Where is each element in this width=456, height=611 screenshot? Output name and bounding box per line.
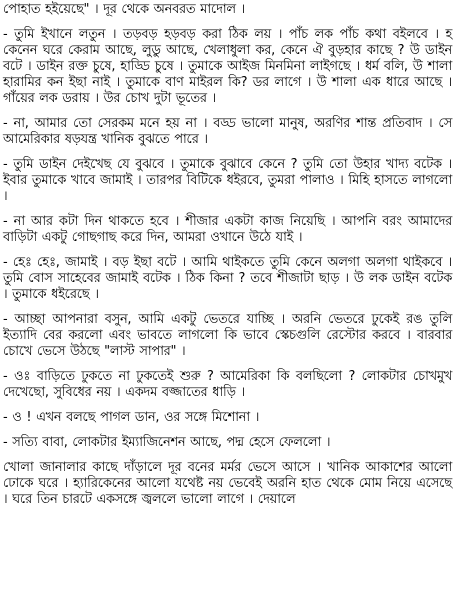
paragraph: - সত্যি বাবা, লোকটার ইম্যাজিনেশন আছে, পদ্ম হেসে ফেললো । [3,435,331,450]
paragraph: - ও ! এখন বলছে পাগল ডান, ওর সঙ্গে মিশোনা । [3,410,260,425]
paragraph: খোলা জানালার কাছে দাঁড়ালে দূর বনের মর্মর ভেসে আসে । খানিক আকাশের আলো ঢোকে ঘরে । হ্যারিকেনের আলো যথেষ্ট নয় ভেবেই অরনি হাত থেকে মোম নিয়ে এসেছে । ঘরে তিন চারটে একসঙ্গে জ্বললে ভালো লাগে । দেয়ালে [3,460,452,507]
paragraph: - ওঃ বাড়িতে ঢুকতে না ঢুকতেই শুরু ? আমেরিকা কি বলছিলো ? লোকটার চোখমুখ দেখেছো, সুবিধের নয় । একদম বজ্জাতের ধাড়ি । [3,369,452,400]
paragraph: - তুমি ইখানে লতুন । তড়বড় হড়বড় করা ঠিক লয় । পাঁচ লক পাঁচ কথা বইলবে । হ কেনেন ঘরে কেরাম আছে, লুডু আছে, খেলাধুলা কর, কেনে ঐ বুড়হার কাছে ? উ ডাইন বটে । ডাইন রক্ত চুষে, হাড্ডি চুষে । তুমাকে আইজ মিনমিনা লাইগছে । ধর্ম বলি, উ শালা হারামির কন ইছা নাই । তুমাকে বাণ মাইরল কি? ডর লাগে । উ শালা এক ধারে আছে । গাঁয়ের লক ডরায় । উর চোখ দুটা ভূতের । [3,27,452,106]
paragraph: - না আর কটা দিন থাকতে হবে । শীজার একটা কাজ নিয়েছি । আপনি বরং আমাদের বাড়িটা একটু গোছগাছ করে দিন, আমরা ওখানে উঠে যাই । [3,214,452,245]
paragraph: - না, আমার তো সেরকম মনে হয় না । বড্ড ভালো মানুষ, অরণির শান্ত প্রতিবাদ । সে আমেরিকার ষড়যন্ত্র খানিক বুঝতে পারে । [3,116,452,147]
paragraph: - তুমি ডাইন দেইখেছ যে বুঝবে । তুমাকে বুঝাবে কেনে ? তুমি তো উহার খাদ্য বটেক । ইবার তুমাকে খাবে জামাই । তারপর বিটিকে ধইরবে, তুমরা পালাও । মিহি হাসতে লাগলো । [3,157,452,204]
paragraph: - আচ্ছা আপনারা বসুন, আমি একটু ভেতরে যাচ্ছি । অরনি ভেতরে ঢুকেই রঙ তুলি ইত্যাদি বের করলো এবং ভাবতে লাগলো কি ভাবে স্কেচগুলি রেস্টোর করবে । বারবার চোখে ভেসে উঠছে "লাস্ট সাপার" । [3,312,452,359]
paragraph: পোহাত হইয়েছে" । দূর থেকে অনবরত মাদোল । [3,2,245,17]
paragraph: - হেঃ হেঃ, জামাই । বড় ইছা বটে । আমি থাইকতে তুমি কেনে অলগা অলগা থাইকবে । তুমি বোস সাহেবের জামাই বটেক । ঠিক কিনা ? তবে শীজাটা ছাড় । উ লক ডাইন বটেক । তুমাকে ধইরেছে । [3,255,452,302]
